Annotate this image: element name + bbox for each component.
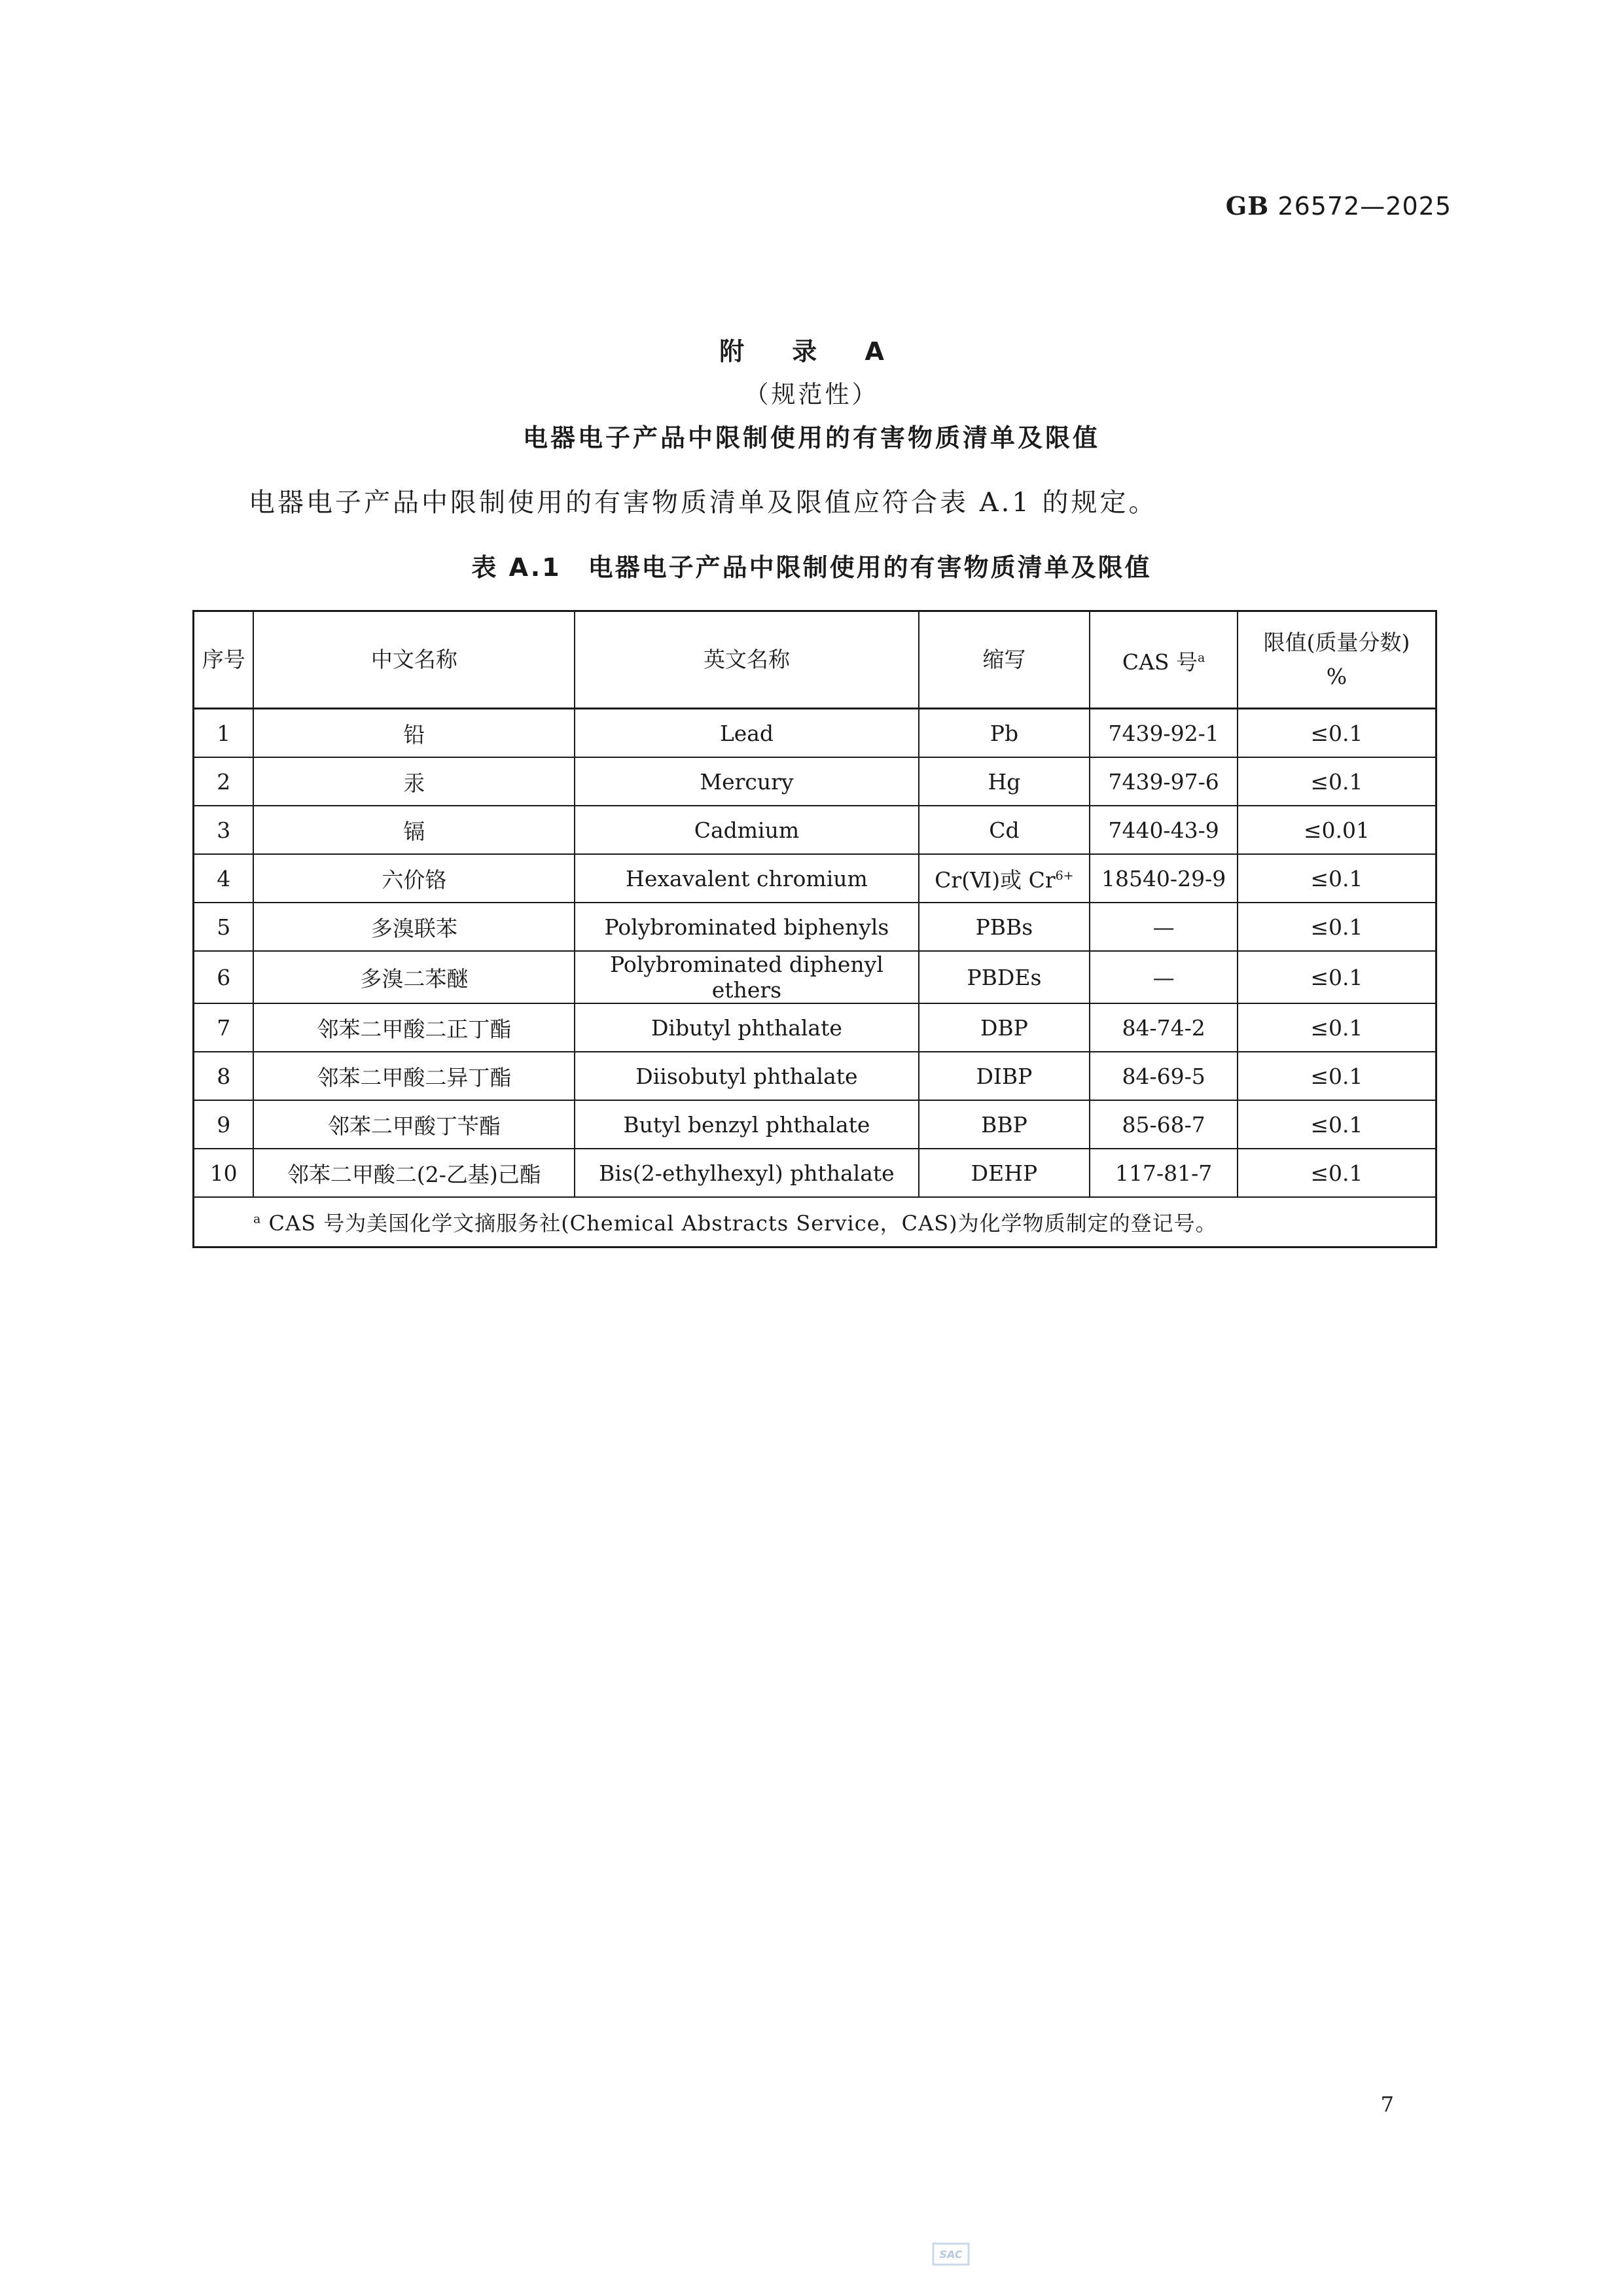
cell-seq: 3	[194, 806, 254, 854]
cell-abbr: DBP	[919, 1003, 1090, 1052]
cell-seq: 7	[194, 1003, 254, 1052]
header-limit	[1238, 611, 1436, 709]
cell-abbr: Hg	[919, 757, 1090, 806]
cell-abbr-text: Cr(Ⅵ)或 Cr	[935, 867, 1056, 893]
cell-abbr-superscript: 6+	[1055, 868, 1074, 883]
cell-cn-name: 邻苯二甲酸丁苄酯	[253, 1100, 575, 1149]
page-number: 7	[1380, 2092, 1394, 2117]
cell-limit: ≤0.01	[1238, 806, 1436, 854]
cell-limit: ≤0.1	[1238, 709, 1436, 758]
cell-cas: 7440-43-9	[1090, 806, 1238, 854]
cell-abbr: Cd	[919, 806, 1090, 854]
cell-cas: —	[1090, 903, 1238, 951]
cell-cn-name: 邻苯二甲酸二正丁酯	[253, 1003, 575, 1052]
cell-en-name: Polybrominated biphenyls	[575, 903, 918, 951]
cell-limit: ≤0.1	[1238, 1052, 1436, 1100]
header-seq: 序号	[194, 611, 254, 709]
cell-cn-name: 多溴二苯醚	[253, 951, 575, 1003]
header-cn-name: 中文名称	[253, 611, 575, 709]
cell-seq: 10	[194, 1149, 254, 1197]
table-row	[194, 1052, 1436, 1100]
hazardous-substances-table	[192, 610, 1437, 1248]
table-caption: 表 A.1 电器电子产品中限制使用的有害物质清单及限值	[471, 553, 1152, 582]
appendix-title: 电器电子产品中限制使用的有害物质清单及限值	[522, 423, 1100, 452]
cell-cas: 18540-29-9	[1090, 854, 1238, 903]
cell-seq: 2	[194, 757, 254, 806]
standard-number	[1226, 191, 1452, 221]
cell-limit: ≤0.1	[1238, 1003, 1436, 1052]
sac-logo-text: SAC	[939, 2248, 963, 2261]
standard-number-value: 26572—2025	[1277, 192, 1452, 221]
table-row	[194, 854, 1436, 903]
table-row	[194, 1149, 1436, 1197]
header-cas-label: CAS 号	[1122, 649, 1198, 675]
sac-logo-icon	[929, 2240, 972, 2269]
cell-limit: ≤0.1	[1238, 854, 1436, 903]
footnote-marker: a	[253, 1211, 262, 1227]
cell-cas: 7439-92-1	[1090, 709, 1238, 758]
table-row	[194, 1100, 1436, 1149]
cell-abbr: PBDEs	[919, 951, 1090, 1003]
cell-cn-name: 邻苯二甲酸二(2-乙基)己酯	[253, 1149, 575, 1197]
intro-paragraph: 电器电子产品中限制使用的有害物质清单及限值应符合表 A.1 的规定。	[249, 488, 1158, 518]
cell-cn-name: 邻苯二甲酸二异丁酯	[253, 1052, 575, 1100]
appendix-label: 附 录 A	[719, 337, 904, 366]
cell-en-name: Dibutyl phthalate	[575, 1003, 918, 1052]
cell-cas: 7439-97-6	[1090, 757, 1238, 806]
cell-en-name: Cadmium	[575, 806, 918, 854]
cell-en-name: Mercury	[575, 757, 918, 806]
cell-en-name: Diisobutyl phthalate	[575, 1052, 918, 1100]
cell-limit: ≤0.1	[1238, 757, 1436, 806]
cell-seq: 6	[194, 951, 254, 1003]
cell-abbr: DIBP	[919, 1052, 1090, 1100]
cell-abbr: PBBs	[919, 903, 1090, 951]
cell-seq: 8	[194, 1052, 254, 1100]
cell-cas: —	[1090, 951, 1238, 1003]
cell-limit: ≤0.1	[1238, 1149, 1436, 1197]
cell-cas: 84-74-2	[1090, 1003, 1238, 1052]
cell-cn-name: 六价铬	[253, 854, 575, 903]
cell-abbr: Pb	[919, 709, 1090, 758]
table-row	[194, 951, 1436, 1003]
cell-en-name: Polybrominated diphenyl ethers	[575, 951, 918, 1003]
appendix-type: （规范性）	[744, 380, 879, 408]
table-row	[194, 757, 1436, 806]
cell-en-name: Hexavalent chromium	[575, 854, 918, 903]
table-row	[194, 709, 1436, 758]
cell-cas: 85-68-7	[1090, 1100, 1238, 1149]
table-row	[194, 903, 1436, 951]
header-limit-line1: 限值(质量分数)	[1263, 630, 1410, 655]
footnote-text: CAS 号为美国化学文摘服务社(Chemical Abstracts Service，CAS)为化学物质制定的登记号。	[268, 1211, 1217, 1236]
cell-limit: ≤0.1	[1238, 903, 1436, 951]
cell-en-name: Bis(2-ethylhexyl) phthalate	[575, 1149, 918, 1197]
header-abbr: 缩写	[919, 611, 1090, 709]
standard-code: GB	[1225, 191, 1270, 221]
cell-limit: ≤0.1	[1238, 1100, 1436, 1149]
cell-seq: 1	[194, 709, 254, 758]
table-footnote	[194, 1197, 1436, 1247]
cell-seq: 9	[194, 1100, 254, 1149]
cell-en-name: Lead	[575, 709, 918, 758]
cell-cas: 84-69-5	[1090, 1052, 1238, 1100]
cell-cn-name: 汞	[253, 757, 575, 806]
cell-abbr: DEHP	[919, 1149, 1090, 1197]
cell-en-name: Butyl benzyl phthalate	[575, 1100, 918, 1149]
table-footnote-row	[194, 1197, 1436, 1247]
header-cas-footnote-marker: a	[1198, 650, 1205, 665]
cell-cn-name: 铅	[253, 709, 575, 758]
header-en-name: 英文名称	[575, 611, 918, 709]
cell-seq: 4	[194, 854, 254, 903]
cell-cas: 117-81-7	[1090, 1149, 1238, 1197]
header-cas	[1090, 611, 1238, 709]
cell-abbr: BBP	[919, 1100, 1090, 1149]
table-header-row	[194, 611, 1436, 709]
header-limit-line2: %	[1326, 664, 1347, 689]
cell-limit: ≤0.1	[1238, 951, 1436, 1003]
table-row	[194, 806, 1436, 854]
cell-cn-name: 多溴联苯	[253, 903, 575, 951]
cell-seq: 5	[194, 903, 254, 951]
cell-cn-name: 镉	[253, 806, 575, 854]
table-row	[194, 1003, 1436, 1052]
cell-abbr	[919, 854, 1090, 903]
